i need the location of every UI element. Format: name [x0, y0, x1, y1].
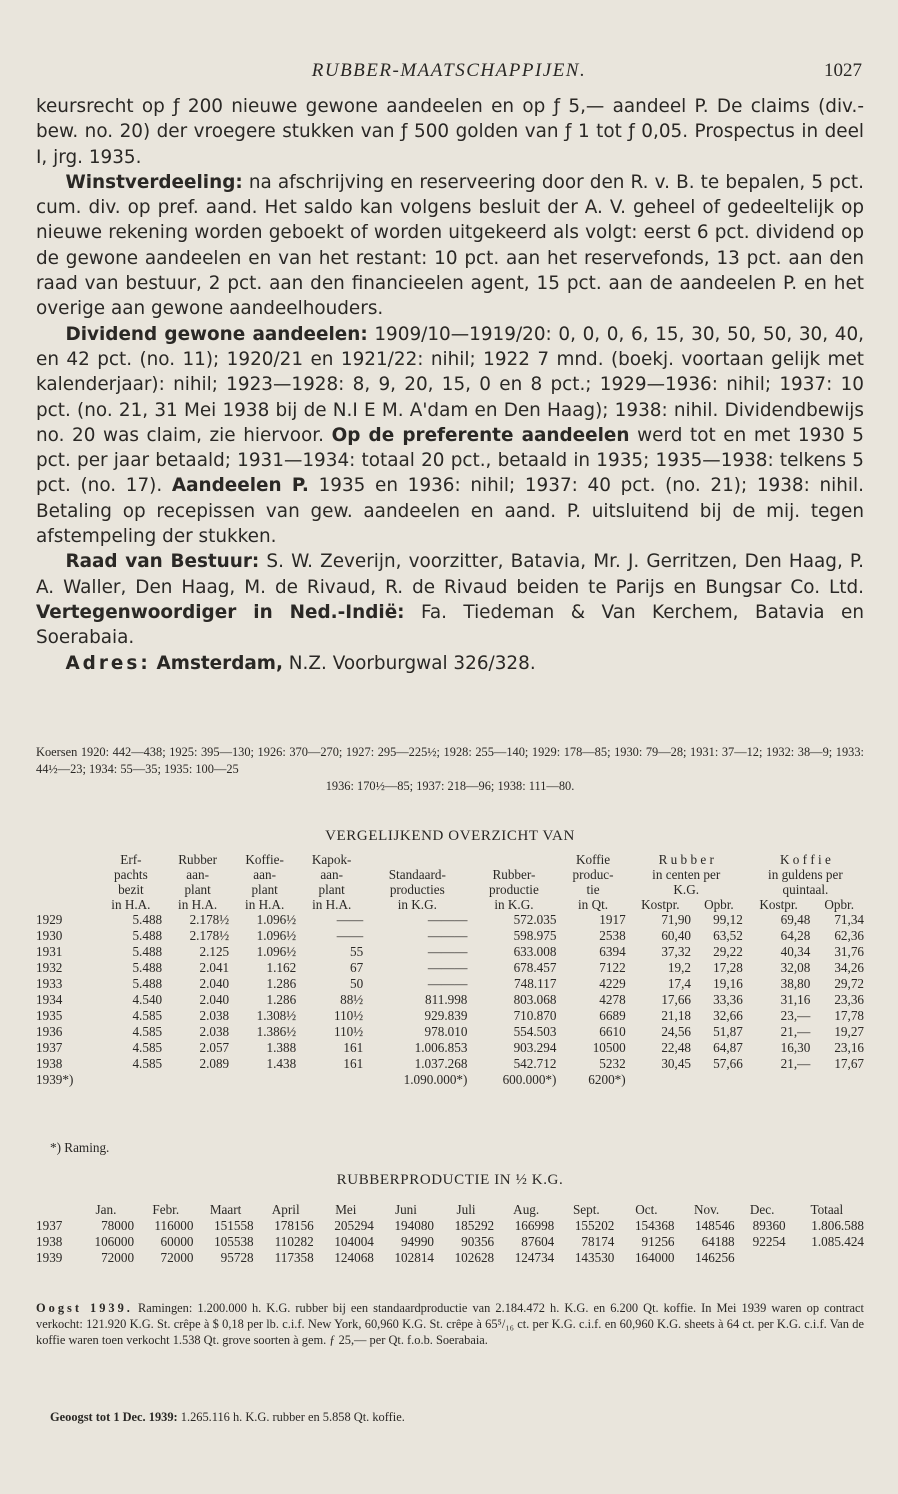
table-cell: 17,67	[834, 1056, 864, 1071]
table-cell: Erf-	[120, 852, 142, 867]
table-cell: 1.308½	[256, 1008, 297, 1023]
table-cell: 143530	[574, 1250, 615, 1265]
table-cell: 1937	[36, 1040, 63, 1055]
table-cell: 124068	[334, 1250, 374, 1265]
table-cell: 978.010	[424, 1024, 468, 1039]
table-cell: 87604	[521, 1234, 555, 1249]
table-cell: Nov.	[693, 1202, 720, 1217]
geoogst-line	[50, 1410, 405, 1425]
table-cell: 148546	[695, 1218, 735, 1233]
table-cell: 1.096½	[256, 912, 297, 927]
table-cell: 23,36	[834, 992, 864, 1007]
table-cell: 29,22	[713, 944, 743, 959]
table-cell: 104004	[334, 1234, 374, 1249]
text-oogst: Ramingen: 1.200.000 h. K.G. rubber bij een standaardproductie van 2.184.472 h. K.G. en 6.200 Qt. koffie. In Mei 1939 waren op contract verkocht: 121.920 K.G. St. crêpe à $ 0,18 per lb. c.i.f. New York, 60,960 K.G. St. crêpe à 65⁵/₁₆ ct. per K.G. c.i.f. en 60,960 K.G. sheets à 64 ct. per K.G. c.i.f. Van de koffie waren toen verkocht 1.538 Qt. grove soorten à gem. ƒ 25,— per Qt. f.o.b. Soerabaia.	[36, 1301, 864, 1347]
table-cell: 1.438	[266, 1056, 297, 1071]
table-cell: 17,78	[834, 1008, 864, 1023]
table-cell: 24,56	[661, 1024, 691, 1039]
table-cell: 1.090.000*)	[403, 1072, 468, 1087]
table-cell: 1933	[36, 976, 63, 991]
table-cell	[34, 882, 98, 897]
table-cell: 1931	[36, 944, 63, 959]
table-cell: Kapok-	[311, 852, 352, 867]
koersen-main: Koersen 1920: 442—438; 1925: 395—130; 1926: 370—270; 1927: 295—225½; 1928: 255—140; 1929: 178—85; 1930: 79—28; 1931: 37—12; 1932: 38—9; 1933: 44½—23; 1934: 55—35; 1935: 100—25	[36, 745, 864, 776]
table-cell: 51,87	[713, 1024, 743, 1039]
table-cell: in K.G.	[397, 897, 437, 912]
running-title: RUBBER-MAATSCHAPPIJEN.	[311, 60, 587, 81]
table-cell: K.G.	[673, 882, 700, 897]
table-cell	[98, 1072, 164, 1088]
table-cell: 38,80	[780, 976, 811, 991]
table-cell: 99,12	[713, 912, 743, 927]
table-cell: 17,4	[667, 976, 691, 991]
table-cell: 542.712	[513, 1056, 557, 1071]
table-row	[34, 1250, 866, 1266]
table-cell: 903.294	[513, 1040, 557, 1055]
table-cell: 6689	[599, 1008, 626, 1023]
table-cell: Koffie	[575, 852, 611, 867]
table-cell: 1936	[36, 1024, 63, 1039]
table-cell: Koffie-	[245, 852, 284, 867]
header-row	[34, 867, 866, 882]
table-cell: 19,2	[667, 960, 691, 975]
table-cell: 62,36	[834, 928, 864, 943]
table-cell: quintaal.	[782, 882, 829, 897]
table-cell	[737, 1250, 788, 1266]
production-table-body	[34, 1218, 866, 1266]
company-description	[36, 94, 864, 676]
table-cell: Maart	[209, 1202, 242, 1217]
table-cell: 31,76	[834, 944, 864, 959]
table-cell: 60000	[160, 1234, 194, 1249]
text-aandeelen-p: 1935 en 1936: nihil; 1937: 40 pct. (no. 21); 1938: nihil. Betaling op recepissen van gew. aandeelen en aand. P. uitsluitend bij de mij. tegen afstempeling der stukken.	[36, 475, 864, 548]
table-cell: 1.286	[266, 976, 297, 991]
table-cell: producties	[389, 882, 445, 897]
table-cell	[34, 852, 98, 867]
text-preferente: werd tot en met 1930 5 pct. per jaar betaald; 1931—1934: totaal 20 pct., betaald in 1935; 1935—1938: telkens 5 pct. (no. 17).	[36, 424, 865, 497]
table-cell: 72000	[160, 1250, 194, 1265]
table-cell: 110½	[333, 1024, 364, 1039]
table-cell: Aug.	[513, 1202, 540, 1217]
table-cell: 678.457	[513, 960, 557, 975]
table-cell: 90356	[461, 1234, 495, 1249]
table-cell: Kostpr.	[641, 897, 680, 912]
table-cell: April	[271, 1202, 300, 1217]
comparison-table	[34, 852, 866, 1088]
table-cell	[164, 1072, 231, 1088]
table-cell: R u b b e r	[658, 852, 714, 867]
table-cell: bezit	[118, 882, 144, 897]
header-row	[34, 1202, 866, 1218]
table-cell	[745, 1072, 813, 1088]
table-cell: ———	[427, 928, 468, 943]
text-dividend: 1909/10—1919/20: 0, 0, 0, 6, 15, 30, 50, 50, 30, 40, en 42 pct. (no. 11); 1920/21 en 1921/22: nihil; 1922 7 mnd. (boekj. voortaan gelijk met kalenderjaar): nihil; 1923—1928: 8, 9, 20, 15, 0 en 8 pct.; 1929—1936: nihil; 1937: 10 pct. (no. 21, 31 Mei 1938 bij de N.I E M. A'dam en Den Haag); 1938: nihil. Dividendbewijs no. 20 was claim, zie hiervoor.	[36, 323, 864, 446]
table-cell: 4229	[599, 976, 626, 991]
table-cell: 5.488	[132, 912, 163, 927]
table-cell: 110282	[274, 1234, 314, 1249]
label-vertegenwoordiger: Vertegenwoordiger in Ned.-Indië:	[36, 601, 405, 623]
table-cell: in H.A.	[111, 897, 151, 912]
table-row	[34, 1072, 866, 1088]
label-dividend: Dividend gewone aandeelen:	[65, 323, 368, 345]
table-cell: 124734	[514, 1250, 555, 1265]
table-row	[34, 960, 866, 976]
table-cell: ———	[427, 976, 468, 991]
table-cell: 23,16	[834, 1040, 864, 1055]
table-cell: 2.041	[199, 960, 230, 975]
table-cell	[34, 1202, 76, 1218]
table-cell: 92254	[752, 1234, 786, 1249]
table-cell: Juni	[394, 1202, 417, 1217]
table-cell: 57,66	[713, 1056, 743, 1071]
table-cell: 1.286	[266, 992, 297, 1007]
table-cell: 178156	[274, 1218, 314, 1233]
table-row	[34, 912, 866, 928]
table-cell: 23,—	[780, 1008, 811, 1023]
table-cell: 21,18	[661, 1008, 691, 1023]
table-row	[34, 976, 866, 992]
table-cell: Jan.	[95, 1202, 117, 1217]
table-cell: 29,72	[834, 976, 864, 991]
table-cell: 89360	[752, 1218, 786, 1233]
footnote: *) Raming.	[50, 1140, 110, 1155]
table-cell: 78000	[101, 1218, 135, 1233]
table-cell	[469, 852, 558, 867]
koersen-last: 1936: 170½—85; 1937: 218—96; 1938: 111—80.	[325, 779, 575, 793]
table-cell: 146256	[695, 1250, 735, 1265]
table-cell: 194080	[394, 1218, 434, 1233]
table-cell: 572.035	[513, 912, 557, 927]
table-cell: 4.585	[132, 1024, 163, 1039]
table-cell: 2.178½	[189, 928, 230, 943]
table-cell: 2538	[599, 928, 626, 943]
table-cell: 55	[349, 944, 364, 959]
table-cell: 32,08	[780, 960, 811, 975]
table-cell: 4.540	[132, 992, 163, 1007]
table-cell: 10500	[592, 1040, 626, 1055]
table-cell: 6394	[599, 944, 626, 959]
table-cell: 5232	[599, 1056, 626, 1071]
table-cell: 40,34	[780, 944, 811, 959]
table-cell: Standaard-	[388, 867, 446, 882]
table-cell: 5.488	[132, 960, 163, 975]
table-cell: 71,34	[834, 912, 864, 927]
table-cell: 161	[343, 1040, 364, 1055]
table-cell: 1932	[36, 960, 63, 975]
label-raad: Raad van Bestuur:	[65, 551, 260, 573]
label-preferente: Op de preferente aandeelen	[331, 424, 630, 446]
table-cell: 161	[343, 1056, 364, 1071]
table-cell: tie	[586, 882, 600, 897]
table-cell: 64188	[701, 1234, 735, 1249]
table-cell: 554.503	[513, 1024, 557, 1039]
table-cell: ———	[427, 960, 468, 975]
table-cell: ———	[427, 944, 468, 959]
units-row	[34, 897, 866, 912]
header-row	[34, 852, 866, 867]
table-cell: 95728	[220, 1250, 254, 1265]
table-cell: 19,27	[834, 1024, 864, 1039]
table-cell: in centen per	[652, 867, 721, 882]
table-cell: Rubber-	[492, 867, 536, 882]
table-cell: 17,66	[661, 992, 691, 1007]
label-winstverdeeling: Winstverdeeling:	[65, 171, 243, 193]
table-cell: 1935	[36, 1008, 63, 1023]
table-row	[34, 1056, 866, 1072]
table-cell: 2.038	[199, 1024, 230, 1039]
table-cell: in K.G.	[494, 897, 534, 912]
table-cell: K o f f i e	[779, 852, 831, 867]
table-cell: 5.488	[132, 928, 163, 943]
table-cell: Opbr.	[824, 897, 854, 912]
table-cell: Dec.	[749, 1202, 775, 1217]
table-cell	[231, 1072, 298, 1088]
table2-title: RUBBERPRODUCTIE IN ½ K.G.	[336, 1172, 564, 1188]
paragraph-adres	[36, 651, 864, 676]
table-cell: 1.085.424	[811, 1234, 864, 1249]
table-cell: 1930	[36, 928, 63, 943]
table-cell: 4.585	[132, 1056, 163, 1071]
table-cell: 205294	[334, 1218, 374, 1233]
table-cell: Sept.	[572, 1202, 600, 1217]
table-cell: 31,16	[780, 992, 811, 1007]
table-cell: 63,52	[713, 928, 743, 943]
table-row	[34, 1218, 866, 1234]
table-cell: Mei	[335, 1202, 357, 1217]
table-cell: 22,48	[661, 1040, 691, 1055]
paragraph-raad	[36, 549, 864, 650]
table-cell: 88½	[340, 992, 364, 1007]
table-cell: 116000	[154, 1218, 194, 1233]
table-cell: ——	[336, 912, 364, 927]
running-header	[36, 60, 862, 86]
table-cell	[34, 897, 98, 912]
table-cell: 6610	[599, 1024, 626, 1039]
table-row	[34, 1234, 866, 1250]
table-cell: aan-	[253, 867, 276, 882]
table-cell: 2.125	[199, 944, 230, 959]
table-cell: ——	[336, 928, 364, 943]
production-table-head	[34, 1202, 866, 1218]
table-cell: plant	[184, 882, 211, 897]
text-vertegenwoordiger: Fa. Tiedeman & Van Kerchem, Batavia en Soerabaia.	[36, 601, 864, 649]
table-cell: 17,28	[713, 960, 743, 975]
table-cell	[628, 1072, 693, 1088]
table-cell: 600.000*)	[502, 1072, 557, 1087]
table-cell: Febr.	[152, 1202, 180, 1217]
table-cell: 1938	[36, 1056, 63, 1071]
table-cell: 110½	[333, 1008, 364, 1023]
table-cell: 94990	[401, 1234, 434, 1249]
paragraph-dividend	[36, 322, 864, 550]
table-cell: 803.068	[513, 992, 557, 1007]
table-cell	[812, 1072, 866, 1088]
table-cell: 164000	[634, 1250, 675, 1265]
table-cell: produc-	[572, 867, 614, 882]
table-cell: 1.006.853	[414, 1040, 468, 1055]
table-cell: 1.037.268	[414, 1056, 468, 1071]
table-cell: 7122	[599, 960, 626, 975]
table-cell: 50	[349, 976, 364, 991]
table-cell: 2.040	[199, 976, 230, 991]
table-cell: 102628	[454, 1250, 495, 1265]
table-cell: 1937	[36, 1218, 63, 1233]
table-row	[34, 1040, 866, 1056]
table-cell: 21,—	[780, 1056, 811, 1071]
table-cell: 4278	[599, 992, 626, 1007]
table-cell: 748.117	[514, 976, 557, 991]
oogst-paragraph	[36, 1300, 864, 1348]
koersen-block	[36, 744, 864, 795]
page-number: 1027	[824, 60, 862, 81]
header-row	[34, 882, 866, 897]
table-cell: 1.162	[266, 960, 297, 975]
table-cell	[693, 1072, 745, 1088]
text-geoogst: 1.265.116 h. K.G. rubber en 5.858 Qt. koffie.	[177, 1410, 405, 1424]
table-cell: 33,36	[713, 992, 743, 1007]
table-cell: 154368	[634, 1218, 675, 1233]
table-cell: Totaal	[810, 1202, 844, 1217]
paragraph-winstverdeeling	[36, 170, 864, 322]
adres-city: Amsterdam,	[156, 652, 283, 674]
table-cell: 185292	[454, 1218, 495, 1233]
label-geoogst: Geoogst tot 1 Dec. 1939:	[50, 1410, 178, 1424]
table-cell: 71,90	[661, 912, 691, 927]
table-cell: 1929	[36, 912, 63, 927]
table-cell: 2.038	[199, 1008, 230, 1023]
table-cell: 1917	[599, 912, 626, 927]
table-cell	[298, 1072, 365, 1088]
table-cell: 4.585	[132, 1008, 163, 1023]
table-cell: 1.096½	[256, 944, 297, 959]
table-cell: 16,30	[780, 1040, 811, 1055]
table-cell: 106000	[94, 1234, 135, 1249]
table1-title: VERGELIJKEND OVERZICHT VAN	[325, 828, 575, 844]
table-cell: pachts	[114, 867, 148, 882]
paragraph-claims: keursrecht op ƒ 200 nieuwe gewone aandeelen en op ƒ 5,— aandeel P. De claims (div.-bew. no. 20) der vroegere stukken van ƒ 500 golden van ƒ 1 tot ƒ 0,05. Prospectus in deel I, jrg. 1935.	[36, 96, 864, 168]
table-cell: plant	[251, 882, 278, 897]
table-cell: 30,45	[661, 1056, 691, 1071]
table-cell: 1938	[36, 1234, 63, 1249]
table-cell: 32,66	[713, 1008, 743, 1023]
text-adres: N.Z. Voorburgwal 326/328.	[282, 652, 536, 674]
table-cell: 19,16	[713, 976, 743, 991]
table-cell: Oct.	[635, 1202, 658, 1217]
comparison-table-head	[34, 852, 866, 912]
table-cell	[788, 1250, 866, 1266]
table-cell: Kostpr.	[759, 897, 798, 912]
table-cell: 929.839	[424, 1008, 468, 1023]
table-cell: Juli	[456, 1202, 476, 1217]
table-cell: 105538	[214, 1234, 254, 1249]
table-cell: 6200*)	[588, 1072, 626, 1087]
table-cell: 5.488	[132, 976, 163, 991]
label-adres: Adres:	[65, 652, 151, 674]
table-row	[34, 1008, 866, 1024]
table-cell: 1.388	[266, 1040, 297, 1055]
table-row	[34, 928, 866, 944]
table-cell: aan-	[186, 867, 209, 882]
table-cell: aan-	[320, 867, 344, 882]
table-cell: 117358	[274, 1250, 314, 1265]
table-cell: 2.178½	[189, 912, 230, 927]
table-cell: 166998	[514, 1218, 555, 1233]
table-cell: 64,87	[713, 1040, 743, 1055]
table-row	[34, 992, 866, 1008]
table-cell: 1934	[36, 992, 63, 1007]
table-cell: 2.057	[199, 1040, 230, 1055]
table-cell: 78174	[581, 1234, 615, 1249]
table-cell: 37,32	[661, 944, 691, 959]
table-cell	[34, 867, 98, 882]
table-cell: 710.870	[513, 1008, 557, 1023]
table-cell: 151558	[214, 1218, 254, 1233]
table-cell: 1939*)	[36, 1072, 74, 1087]
table-cell: in guldens per	[768, 867, 843, 882]
table-cell: 102814	[394, 1250, 434, 1265]
comparison-table-body	[34, 912, 866, 1088]
table-cell: 60,40	[661, 928, 691, 943]
text-winstverdeeling: na afschrijving en reserveering door den R. v. B. te bepalen, 5 pct. cum. div. op pref. aand. Het saldo kan volgens besluit der A. V. geheel of gedeeltelijk op nieuwe rekening worden geboekt of worden uitgekeerd als volgt: eerst 6 pct. dividend op de gewone aandeelen en van het restant: 10 pct. aan het reservefonds, 13 pct. aan den raad van bestuur, 2 pct. aan den financieelen agent, 15 pct. aan de aandeelen P. en het overige aan gewone aandeelhouders.	[36, 171, 864, 320]
table-cell: 34,26	[834, 960, 864, 975]
table-cell: 1.806.588	[811, 1218, 864, 1233]
table-cell: 1.386½	[256, 1024, 297, 1039]
table-cell: 91256	[641, 1234, 675, 1249]
table-cell: 633.008	[513, 944, 557, 959]
table-cell: 155202	[574, 1218, 615, 1233]
table-cell: 67	[349, 960, 364, 975]
table-cell: 2.089	[199, 1056, 230, 1071]
table-cell	[365, 852, 469, 867]
table-cell: ———	[427, 912, 468, 927]
table-cell: in H.A.	[245, 897, 285, 912]
table-row	[34, 944, 866, 960]
table-cell: 64,28	[780, 928, 811, 943]
table-cell: 5.488	[132, 944, 163, 959]
table-cell: 2.040	[199, 992, 230, 1007]
table-row	[34, 1024, 866, 1040]
production-table	[34, 1202, 866, 1266]
table-cell: 598.975	[513, 928, 557, 943]
table-cell: in H.A.	[178, 897, 218, 912]
label-aandeelen-p: Aandeelen P.	[171, 475, 309, 497]
label-oogst: Oogst 1939.	[36, 1301, 133, 1315]
table-cell: 21,—	[780, 1024, 811, 1039]
table-cell: plant	[318, 882, 345, 897]
table-cell: 4.585	[132, 1040, 163, 1055]
table-cell: 1.096½	[256, 928, 297, 943]
text-raad: S. W. Zeverijn, voorzitter, Batavia, Mr. J. Gerritzen, Den Haag, P. A. Waller, Den Haag, M. de Rivaud, R. de Rivaud beiden te Parijs en Bungsar Co. Ltd.	[36, 551, 865, 598]
table-cell: in H.A.	[312, 897, 352, 912]
table-cell: 69,48	[780, 912, 811, 927]
table-cell: Opbr.	[704, 897, 734, 912]
table-cell: productie	[489, 882, 539, 897]
table-cell: Rubber	[178, 852, 218, 867]
table-cell: 72000	[101, 1250, 135, 1265]
table-cell: in Qt.	[578, 897, 609, 912]
table-cell: 1939	[36, 1250, 63, 1265]
table-cell: 811.998	[425, 992, 468, 1007]
